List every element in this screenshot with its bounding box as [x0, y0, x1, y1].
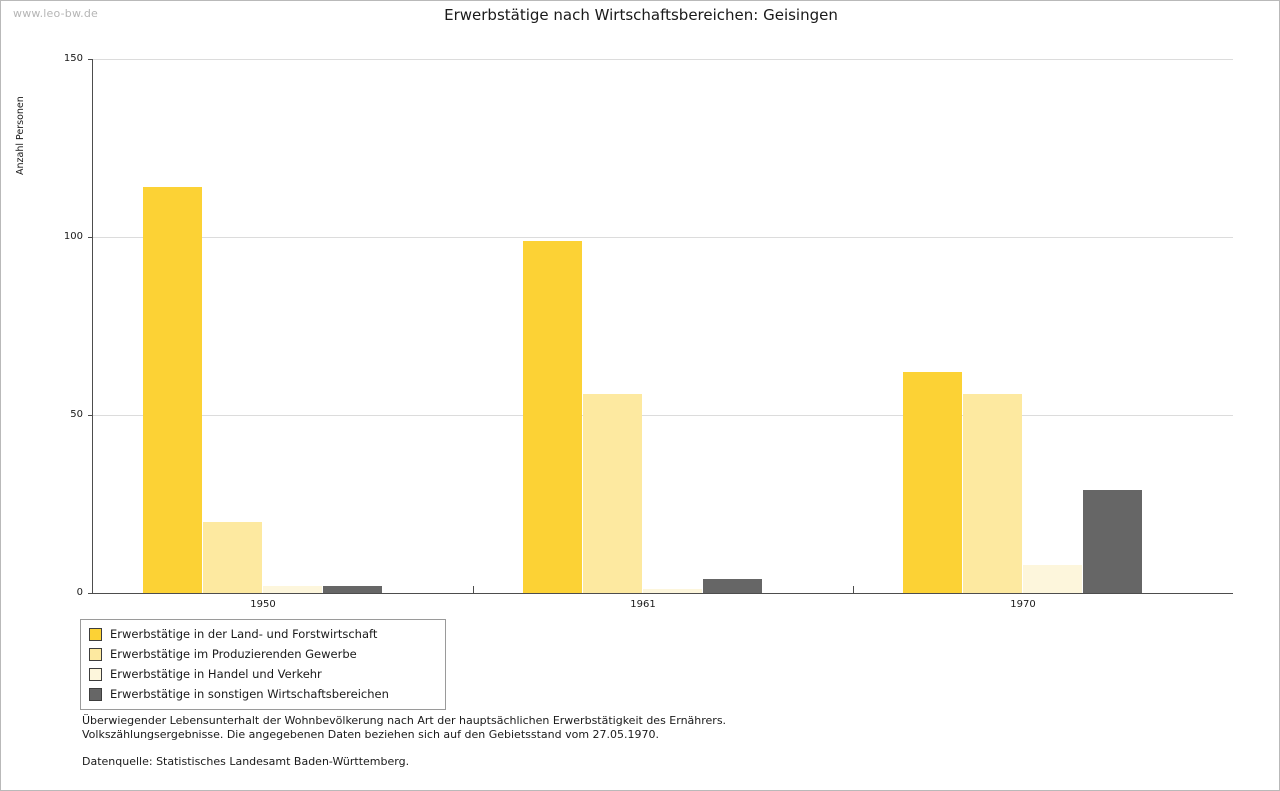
x-axis-tick-label: 1970 [1010, 599, 1036, 610]
x-axis-group-separator [473, 586, 474, 594]
legend-swatch [89, 628, 102, 641]
legend-item [89, 624, 437, 644]
page-title: Erwerbstätige nach Wirtschaftsbereichen: Geisingen [444, 6, 838, 24]
legend-item-label: Erwerbstätige in der Land- und Forstwirtschaft [110, 627, 378, 641]
bar [643, 589, 702, 593]
watermark: www.leo-bw.de [13, 7, 99, 20]
plot-area [63, 53, 1233, 610]
footnote-line-1: Überwiegender Lebensunterhalt der Wohnbevölkerung nach Art der hauptsächlichen Erwerbstätigkeit des Ernährers. [82, 714, 727, 727]
legend-item [89, 684, 437, 704]
bar [323, 586, 382, 593]
legend-item-label: Erwerbstätige im Produzierenden Gewerbe [110, 647, 357, 661]
y-axis-tick-mark [88, 237, 93, 238]
bar [963, 394, 1022, 593]
legend-swatch [89, 648, 102, 661]
y-axis-label [3, 61, 26, 191]
y-axis-tick-label: 100 [63, 231, 83, 242]
y-axis-tick-mark [88, 415, 93, 416]
legend-swatch [89, 688, 102, 701]
bar [523, 241, 582, 593]
legend-item [89, 644, 437, 664]
y-axis-tick-label: 0 [76, 587, 83, 598]
footnotes [82, 714, 1182, 769]
x-axis-tick-label: 1961 [630, 599, 656, 610]
bar [903, 372, 962, 593]
gridline [93, 237, 1233, 238]
y-axis-tick-label: 50 [70, 409, 83, 420]
y-axis-label-text: Anzahl Personen [15, 96, 26, 175]
bar [703, 579, 762, 593]
legend-swatch [89, 668, 102, 681]
legend-item [89, 664, 437, 684]
legend [80, 619, 446, 710]
gridline [93, 415, 1233, 416]
bar [1083, 490, 1142, 593]
bar [583, 394, 642, 593]
footnote-line-2: Volkszählungsergebnisse. Die angegebenen Daten beziehen sich auf den Gebietsstand vom 27.05.1970. [82, 728, 660, 741]
bar [1023, 565, 1082, 593]
y-axis-tick-mark [88, 59, 93, 60]
x-axis-group-separator [853, 586, 854, 594]
data-source: Datenquelle: Statistisches Landesamt Baden-Württemberg. [82, 755, 410, 768]
bar [263, 586, 322, 593]
bar [143, 187, 202, 593]
legend-item-label: Erwerbstätige in Handel und Verkehr [110, 667, 322, 681]
y-axis-tick-mark [88, 593, 93, 594]
bar [203, 522, 262, 593]
gridline [93, 59, 1233, 60]
legend-item-label: Erwerbstätige in sonstigen Wirtschaftsbereichen [110, 687, 389, 701]
y-axis-tick-label: 150 [63, 53, 83, 64]
x-axis-tick-label: 1950 [250, 599, 276, 610]
